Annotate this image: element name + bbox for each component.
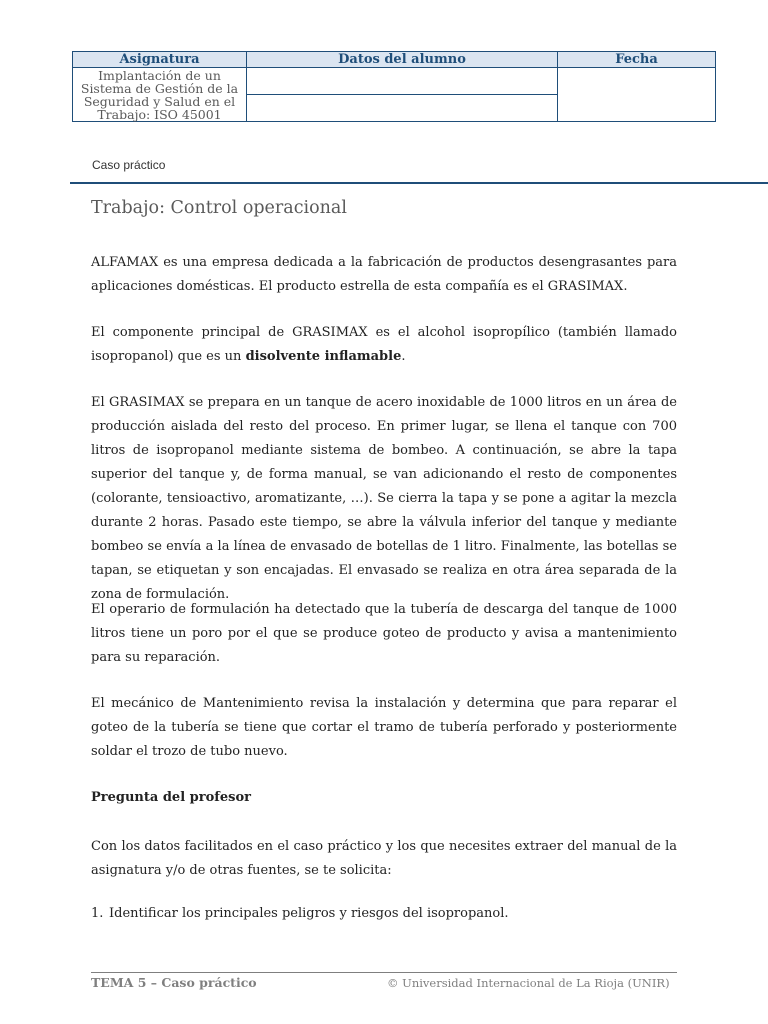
paragraph-4: El operario de formulación ha detectado que la tubería de descarga del tanque de 1000 litros tiene un poro por el que se produce goteo de producto y avisa a mantenimiento para su reparación. bbox=[91, 602, 677, 665]
footer-copyright: © Universidad Internacional de La Rioja (UNIR) bbox=[387, 976, 670, 990]
section-label: Caso práctico bbox=[92, 158, 166, 172]
header-divider bbox=[70, 182, 768, 184]
paragraph-1: ALFAMAX es una empresa dedicada a la fabricación de productos desengrasantes para aplicaciones domésticas. El producto estrella de esta compañía es el GRASIMAX. bbox=[91, 255, 677, 294]
date-field bbox=[558, 68, 716, 122]
paragraph-5: El mecánico de Mantenimiento revisa la instalación y determina que para reparar el goteo de la tubería se tiene que cortar el tramo de tubería perforado y posteriormente soldar el trozo de tubo nuevo. bbox=[91, 696, 677, 759]
student-data-field-1 bbox=[247, 68, 558, 95]
footer-divider bbox=[91, 972, 677, 973]
column-header-student: Datos del alumno bbox=[247, 52, 558, 68]
column-header-subject: Asignatura bbox=[73, 52, 247, 68]
subject-name: Implantación de un Sistema de Gestión de la Seguridad y Salud en el Trabajo: ISO 45001 bbox=[73, 68, 247, 122]
document-title: Trabajo: Control operacional bbox=[91, 198, 347, 218]
question-heading: Pregunta del profesor bbox=[91, 790, 251, 805]
question-text: Identificar los principales peligros y riesgos del isopropanol. bbox=[109, 906, 509, 921]
question-item bbox=[91, 902, 677, 926]
paragraph-2-end: . bbox=[401, 349, 406, 364]
question-intro: Con los datos facilitados en el caso práctico y los que necesites extraer del manual de la asignatura y/o de otras fuentes, se te solicita: bbox=[91, 839, 677, 878]
question-number: 1. bbox=[91, 906, 104, 921]
paragraph-2-bold-phrase: disolvente inflamable bbox=[245, 349, 402, 364]
paragraph-3: El GRASIMAX se prepara en un tanque de acero inoxidable de 1000 litros en un área de producción aislada del resto del proceso. En primer lugar, se llena el tanque con 700 litros de isopropanol mediante sistema de bombeo. A continuación, se abre la tapa superior del tanque y, de forma manual, se van adicionando el resto de componentes (colorante, tensioactivo, aromatizante, …). Se cierra la tapa y se pone a agitar la mezcla durante 2 horas. Pasado este tiempo, se abre la válvula inferior del tanque y mediante bombeo se envía a la línea de envasado de botellas de 1 litro. Finalmente, las botellas se tapan, se etiquetan y son encajadas. El envasado se realiza en otra área separada de la zona de formulación. bbox=[91, 395, 677, 602]
footer-topic: TEMA 5 – Caso práctico bbox=[91, 975, 257, 990]
paragraph-2 bbox=[91, 321, 677, 369]
paragraph-2-text: El componente principal de GRASIMAX es el alcohol isopropílico (también llamado isopropanol) que es un bbox=[91, 325, 677, 364]
column-header-date: Fecha bbox=[558, 52, 716, 68]
student-data-field-2 bbox=[247, 95, 558, 122]
header-table bbox=[72, 51, 716, 122]
